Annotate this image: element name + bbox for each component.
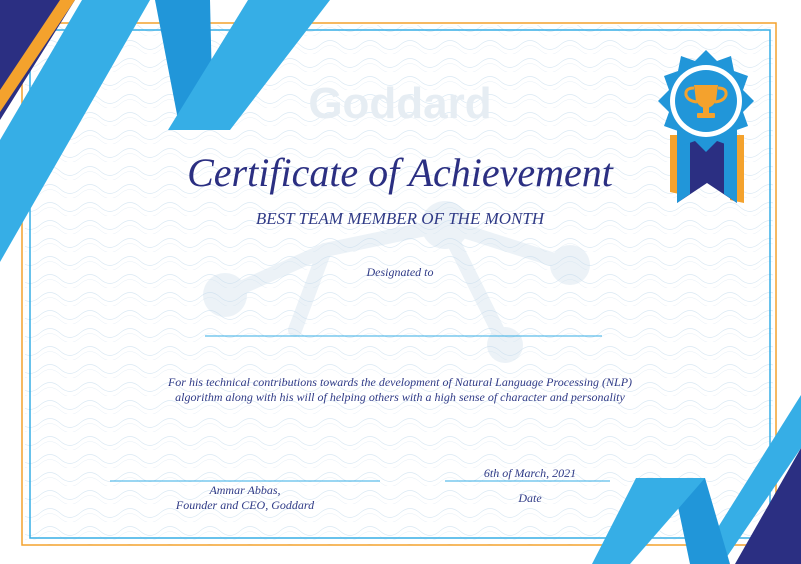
certificate-subtitle: BEST TEAM MEMBER OF THE MONTH xyxy=(255,209,545,228)
signatory-name: Ammar Abbas, xyxy=(209,483,281,497)
achievement-description: For his technical contributions towards the development of Natural Language Processing (NLP) algorithm along with his will of helping others with a high sense of character and personality xyxy=(167,375,633,404)
certificate-title: Certificate of Achievement xyxy=(187,150,613,195)
watermark-text: Goddard xyxy=(308,79,492,128)
designated-label: Designated to xyxy=(366,265,434,279)
date-value: 6th of March, 2021 xyxy=(483,466,577,480)
signatory-role: Founder and CEO, Goddard xyxy=(175,498,315,512)
date-label: Date xyxy=(518,491,542,505)
